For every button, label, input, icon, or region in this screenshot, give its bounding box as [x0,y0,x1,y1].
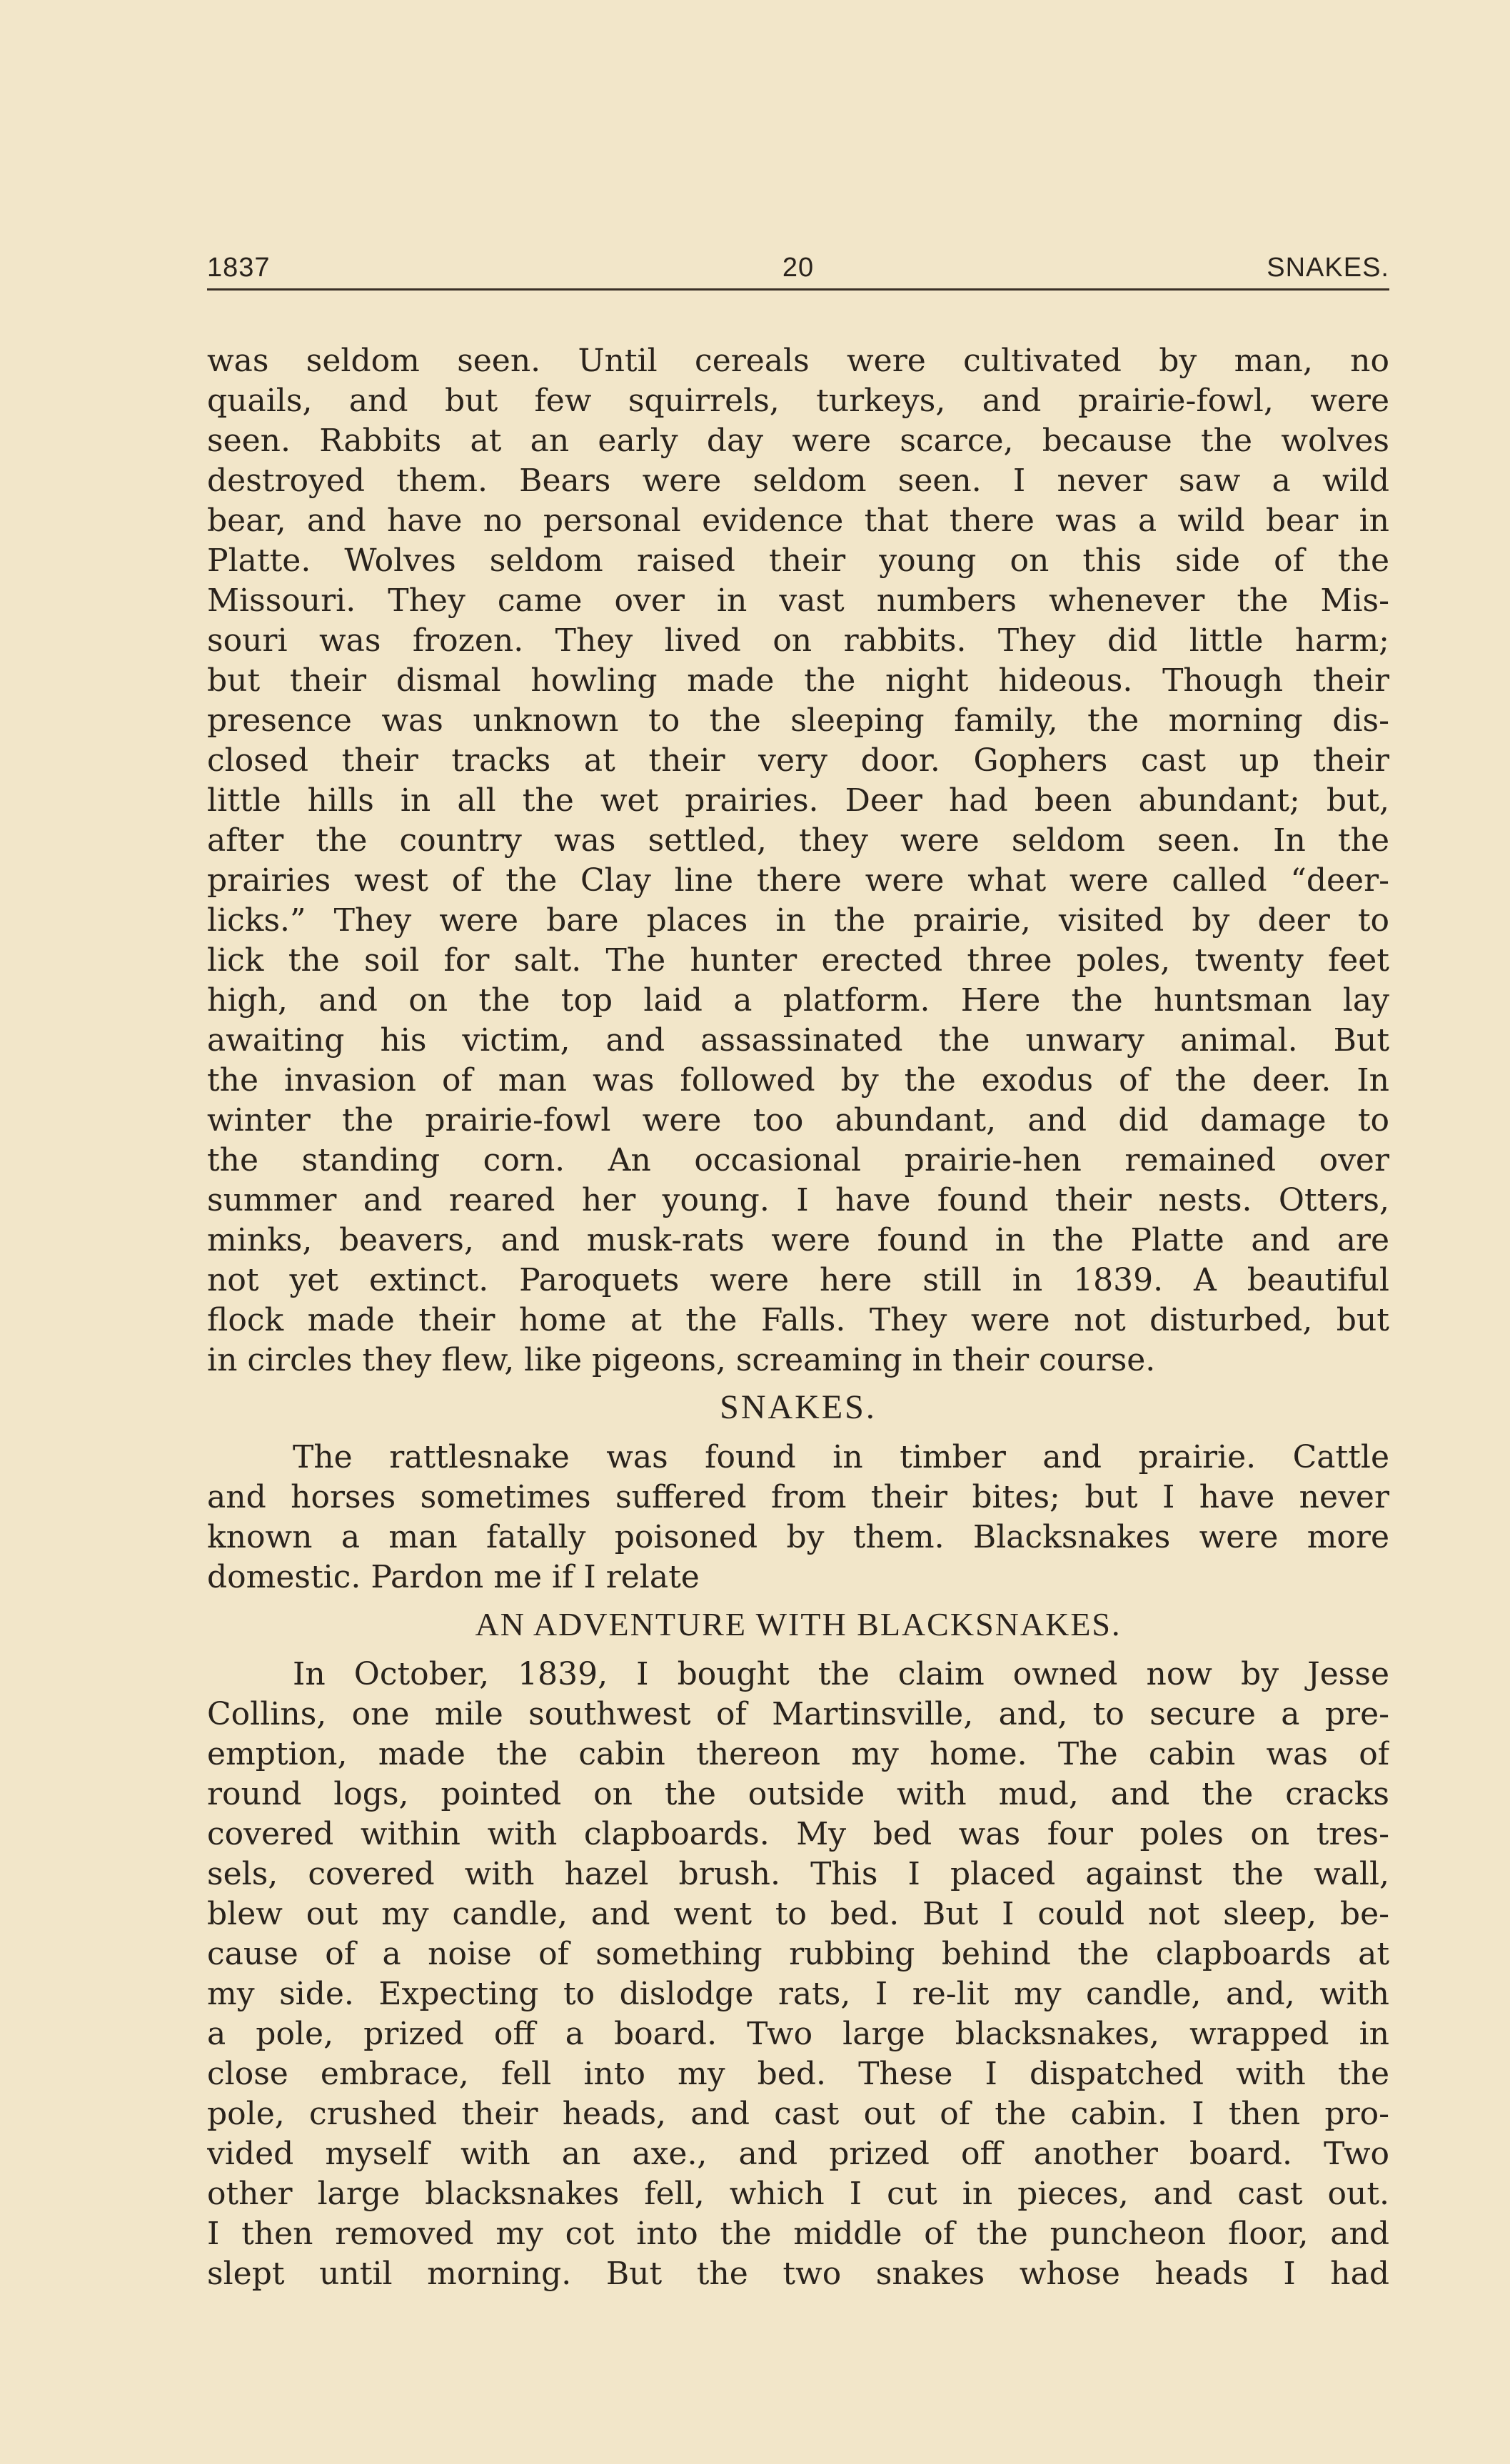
body-text [207,341,1389,2294]
text-line: presence was unknown to the sleeping family, the morning dis- [207,702,1389,739]
text-line: closed their tracks at their very door. Gophers cast up their [207,742,1389,779]
text-line: was seldom seen. Until cereals were cultivated by man, no [207,343,1389,379]
text-line: domestic. Pardon me if I relate [207,1559,700,1595]
text-line: slept until morning. But the two snakes whose heads I had [207,2256,1389,2292]
text-line: little hills in all the wet prairies. Deer had been abundant; but, [207,782,1389,819]
text-line: Platte. Wolves seldom raised their young on this side of the [207,542,1389,579]
text-line: covered within with clapboards. My bed was four poles on tres- [207,1816,1389,1852]
section-heading-adventure: AN ADVENTURE WITH BLACKSNAKES. [475,1606,1122,1642]
text-line: summer and reared her young. I have found their nests. Otters, [207,1182,1389,1218]
text-line: prairies west of the Clay line there were what were called “deer- [207,862,1389,899]
text-line: and horses sometimes suffered from their bites; but I have never [207,1479,1389,1515]
text-line: close embrace, fell into my bed. These I dispatched with the [207,2056,1389,2092]
text-line: but their dismal howling made the night hideous. Though their [207,662,1389,699]
text-line: round logs, pointed on the outside with mud, and the cracks [207,1776,1389,1812]
text-line: known a man fatally poisoned by them. Blacksnakes were more [207,1519,1389,1555]
text-line: a pole, prized off a board. Two large blacksnakes, wrapped in [207,2016,1389,2052]
text-line: Collins, one mile southwest of Martinsville, and, to secure a pre- [207,1696,1389,1732]
text-line: cause of a noise of something rubbing behind the clapboards at [207,1936,1389,1972]
running-head-year: 1837 [207,253,271,283]
text-line: not yet extinct. Paroquets were here still in 1839. A beautiful [207,1262,1389,1298]
running-head-title: SNAKES. [1267,253,1389,283]
text-line: pole, crushed their heads, and cast out of the cabin. I then pro- [207,2096,1389,2132]
text-line: vided myself with an axe., and prized off another board. Two [207,2136,1389,2172]
text-line: The rattlesnake was found in timber and prairie. Cattle [293,1439,1389,1475]
paragraph-rattlesnake [207,1438,1389,1597]
text-line: destroyed them. Bears were seldom seen. I never saw a wild [207,463,1389,499]
text-line: In October, 1839, I bought the claim owned now by Jesse [293,1656,1389,1692]
text-line: licks.” They were bare places in the prairie, visited by deer to [207,902,1389,939]
text-line: winter the prairie-fowl were too abundant, and did damage to [207,1102,1389,1138]
text-line: lick the soil for salt. The hunter erected three poles, twenty feet [207,942,1389,979]
text-line: I then removed my cot into the middle of the puncheon floor, and [207,2216,1389,2252]
text-line: bear, and have no personal evidence that there was a wild bear in [207,503,1389,539]
text-line: flock made their home at the Falls. They were not disturbed, but [207,1302,1389,1338]
text-line: other large blacksnakes fell, which I cut in pieces, and cast out. [207,2176,1389,2212]
text-line: the standing corn. An occasional prairie-hen remained over [207,1142,1389,1178]
paragraph-adventure [207,1655,1389,2294]
text-line: Missouri. They came over in vast numbers whenever the Mis- [207,582,1389,619]
text-line: my side. Expecting to dislodge rats, I re-lit my candle, and, with [207,1976,1389,2012]
text-line: sels, covered with hazel brush. This I placed against the wall, [207,1856,1389,1892]
text-line: quails, and but few squirrels, turkeys, and prairie-fowl, were [207,383,1389,419]
text-line: awaiting his victim, and assassinated the unwary animal. But [207,1022,1389,1059]
text-line: in circles they flew, like pigeons, screaming in their course. [207,1342,1156,1378]
text-line: blew out my candle, and went to bed. But I could not sleep, be- [207,1896,1389,1932]
text-line: souri was frozen. They lived on rabbits. They did little harm; [207,622,1389,659]
running-head [207,253,1389,288]
text-line: high, and on the top laid a platform. Here the huntsman lay [207,982,1389,1019]
text-line: after the country was settled, they were seldom seen. In the [207,822,1389,859]
paragraph-wildlife [207,341,1389,1380]
page-number: 20 [782,253,815,283]
text-line: minks, beavers, and musk-rats were found in the Platte and are [207,1222,1389,1258]
text-line: seen. Rabbits at an early day were scarce, because the wolves [207,423,1389,459]
text-line: emption, made the cabin thereon my home. The cabin was of [207,1736,1389,1772]
header-rule [207,288,1389,291]
text-line: the invasion of man was followed by the exodus of the deer. In [207,1062,1389,1099]
section-heading-snakes: SNAKES. [720,1388,877,1426]
